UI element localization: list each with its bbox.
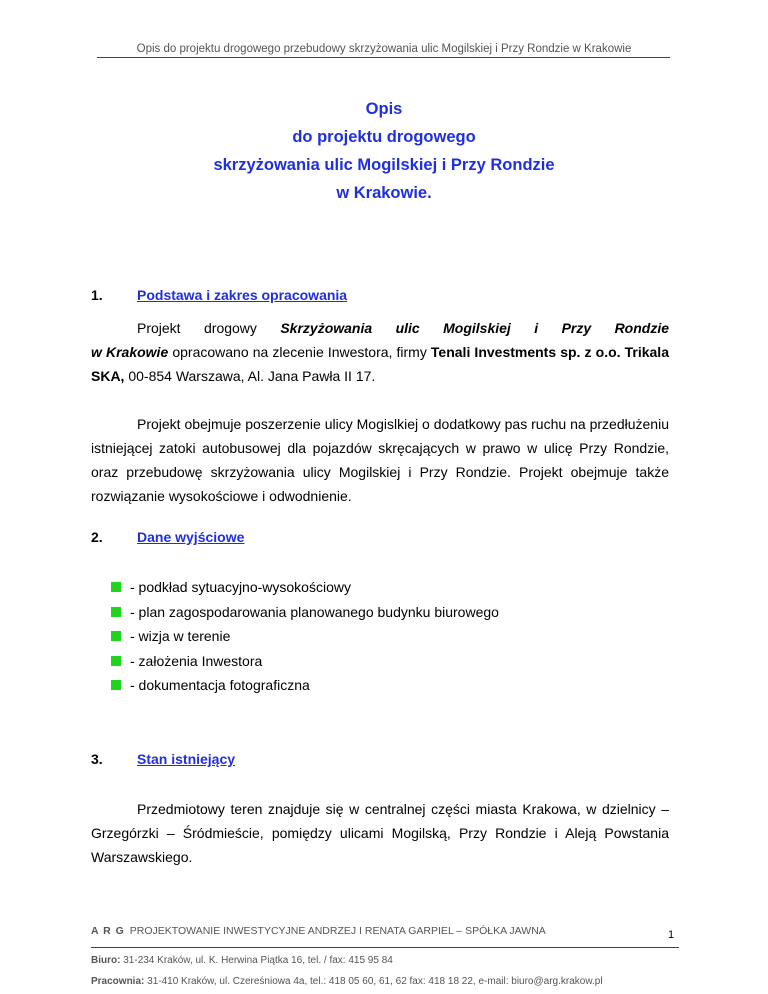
studio-label: Pracownia:: [91, 976, 145, 987]
firm-name: PROJEKTOWANIE INWESTYCYJNE ANDRZEJ I RENATA GARPIEL – SPÓŁKA JAWNA: [129, 925, 546, 937]
list-item: - plan zagospodarowania planowanego budynku biurowego: [111, 600, 499, 625]
header-rule: [97, 57, 670, 58]
section-3-title: Stan istniejący: [137, 751, 236, 767]
office-address: 31-234 Kraków, ul. K. Herwina Piątka 16, tel. / fax: 415 95 84: [123, 955, 393, 966]
running-header: Opis do projektu drogowego przebudowy skrzyżowania ulic Mogilskiej i Przy Rondzie w Krakowie: [136, 43, 632, 55]
section-1-para-1-rest: w Krakowie opracowano na zlecenie Inwestora, firmy Tenali Investments sp. z o.o. Trikala SKA, 00-854 Warszawa, Al. Jana Pawła II 17.: [91, 344, 669, 384]
title-line-2: do projektu drogowego: [292, 128, 476, 146]
firm-abbreviation: A R G: [91, 925, 125, 937]
section-2-title: Dane wyjściowe: [137, 529, 245, 545]
section-3-number: 3.: [91, 751, 103, 767]
footer-office-line: [91, 955, 393, 966]
studio-address: 31-410 Kraków, ul. Czereśniowa 4a, tel.: 418 05 60, 61, 62 fax: 418 18 22, e-mail: biuro@arg.krakow.pl: [147, 976, 603, 987]
section-1-title: Podstawa i zakres opracowania: [137, 287, 348, 303]
footer-studio-line: [91, 976, 603, 987]
footer-firm-line: [91, 925, 546, 937]
section-1-para-1-line-1: Projekt drogowy Skrzyżowania ulic Mogilskiej i Przy Rondzie: [137, 320, 670, 336]
title-line-1: Opis: [365, 100, 403, 118]
title-line-4: w Krakowie.: [336, 184, 432, 202]
section-3-para-1: Przedmiotowy teren znajduje się w centralnej części miasta Krakowa, w dzielnicy – Grzegórzki – Śródmieście, pomiędzy ulicami Mogilską, Przy Rondzie i Aleją Powstania Warszawskiego.: [91, 801, 669, 865]
document-title: [0, 95, 768, 207]
green-square-bullet-icon: [111, 607, 121, 617]
title-line-3: skrzyżowania ulic Mogilskiej i Przy Rondzie: [213, 156, 555, 174]
green-square-bullet-icon: [111, 631, 121, 641]
green-square-bullet-icon: [111, 582, 121, 592]
list-item: - dokumentacja fotograficzna: [111, 673, 499, 698]
section-1-number: 1.: [91, 287, 103, 303]
page-number: 1: [668, 929, 675, 941]
list-item: - założenia Inwestora: [111, 649, 499, 674]
list-item: - wizja w terenie: [111, 624, 499, 649]
green-square-bullet-icon: [111, 680, 121, 690]
office-label: Biuro:: [91, 955, 121, 966]
section-1-para-2: Projekt obejmuje poszerzenie ulicy Mogislkiej o dodatkowy pas ruchu na przedłużeniu istniejącej zatoki autobusowej dla pojazdów skręcających w prawo w ulicę Przy Rondzie, oraz przebudowę skrzyżowania ulicy Mogilskiej i Przy Rondzie. Projekt obejmuje także rozwiązanie wysokościowe i odwodnienie.: [91, 416, 669, 504]
input-data-list: [111, 575, 499, 698]
list-item: - podkład sytuacyjno-wysokościowy: [111, 575, 499, 600]
section-2-number: 2.: [91, 529, 103, 545]
green-square-bullet-icon: [111, 656, 121, 666]
footer-rule: [91, 947, 679, 948]
